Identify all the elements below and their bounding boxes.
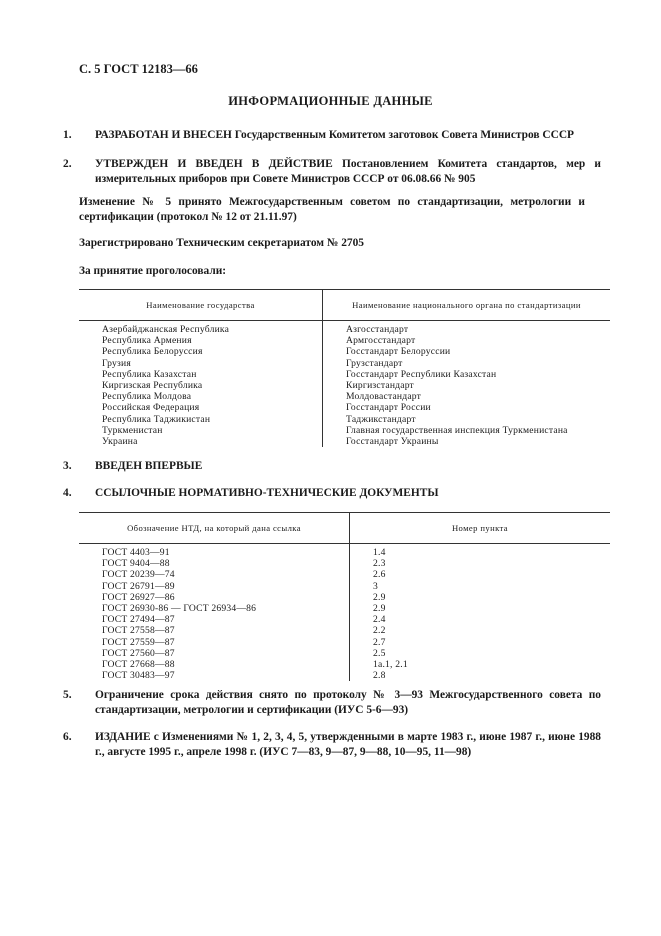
item-1-text: Государственным Комитетом заготовок Совета Министров СССР <box>231 129 574 141</box>
item-5-number: 5. <box>63 689 72 701</box>
ntd-doc: ГОСТ 30483—97 <box>102 670 175 682</box>
ntd-point: 2.6 <box>373 569 386 581</box>
item-3-number: 3. <box>63 460 72 472</box>
ntd-doc: ГОСТ 27558—87 <box>102 625 175 637</box>
body-name: Армгосстандарт <box>346 335 416 347</box>
ntd-doc: ГОСТ 27668—88 <box>102 659 175 671</box>
ntd-point: 1.4 <box>373 547 386 558</box>
ntd-doc: ГОСТ 27560—87 <box>102 647 175 659</box>
item-5 <box>63 688 601 718</box>
state-name: Республика Молдова <box>102 391 192 403</box>
states-column <box>79 324 323 447</box>
ntd-header-doc: Обозначение НТД, на который дана ссылка <box>79 513 350 544</box>
ntd-point: 1а.1, 2.1 <box>373 659 408 671</box>
section-title: ИНФОРМАЦИОННЫЕ ДАННЫЕ <box>228 94 433 108</box>
ntd-header-point: Номер пункта <box>350 513 611 544</box>
item-1-lead: РАЗРАБОТАН И ВНЕСЕН <box>95 129 232 141</box>
item-4-text: ССЫЛОЧНЫЕ НОРМАТИВНО-ТЕХНИЧЕСКИЕ ДОКУМЕНТЫ <box>95 487 439 499</box>
ntd-point: 2.4 <box>373 614 386 626</box>
body-name: Госстандарт Республики Казахстан <box>346 368 497 380</box>
registration-note: Зарегистрировано Техническим секретариатом № 2705 <box>79 237 364 249</box>
ntd-point: 2.3 <box>373 558 386 570</box>
state-name: Республика Казахстан <box>102 368 197 380</box>
state-name: Республика Таджикистан <box>102 413 211 425</box>
state-name: Азербайджанская Республика <box>102 324 230 335</box>
item-2 <box>63 157 601 187</box>
item-2-number: 2. <box>63 158 72 170</box>
ntd-point: 2.9 <box>373 603 386 615</box>
ntd-doc: ГОСТ 26791—89 <box>102 580 175 592</box>
state-name: Украина <box>102 436 138 448</box>
page-header: С. 5 ГОСТ 12183—66 <box>79 62 198 76</box>
ntd-doc: ГОСТ 9404—88 <box>102 558 170 570</box>
ntd-doc: ГОСТ 20239—74 <box>102 569 175 581</box>
item-3 <box>63 459 601 474</box>
ntd-doc: ГОСТ 26927—86 <box>102 591 175 603</box>
body-name: Госстандарт Белоруссии <box>346 346 451 358</box>
body-name: Госстандарт Украины <box>346 436 439 448</box>
item-6-number: 6. <box>63 731 72 743</box>
ntd-point: 2.8 <box>373 670 386 682</box>
item-4 <box>63 486 601 501</box>
body-name: Молдовастандарт <box>346 391 422 403</box>
ntd-point: 2.2 <box>373 625 386 637</box>
item-1 <box>63 128 601 143</box>
state-name: Республика Армения <box>102 335 192 347</box>
body-name: Госстандарт России <box>346 402 431 414</box>
body-name: Главная государственная инспекция Туркменистана <box>346 424 568 436</box>
ntd-point: 2.7 <box>373 636 386 648</box>
body-name: Азгосстандарт <box>346 324 409 335</box>
state-name: Республика Белоруссия <box>102 346 203 358</box>
ntd-point: 3 <box>373 580 378 592</box>
body-name: Грузстандарт <box>346 357 403 369</box>
state-name: Российская Федерация <box>102 402 200 414</box>
item-3-text: ВВЕДЕН ВПЕРВЫЕ <box>95 460 203 472</box>
item-2-lead: УТВЕРЖДЕН И ВВЕДЕН В ДЕЙСТВИЕ <box>95 158 333 170</box>
voted-heading: За принятие проголосовали: <box>79 265 227 277</box>
state-name: Грузия <box>102 357 131 369</box>
ntd-doc: ГОСТ 27559—87 <box>102 636 175 648</box>
change-5-note: Изменение № 5 принято Межгосударственным советом по стандартизации, метрологии и сертификации (протокол № 12 от 21.11.97) <box>79 196 585 223</box>
ntd-point: 2.5 <box>373 647 386 659</box>
item-2-text: Постановлением Комитета стандартов, мер и измерительных приборов при Совете Министров СССР от 06.08.66 № 905 <box>95 158 601 185</box>
states-header-body: Наименование национального органа по стандартизации <box>323 290 611 321</box>
item-6 <box>63 730 601 760</box>
ntd-point: 2.9 <box>373 591 386 603</box>
ntd-table <box>79 512 610 681</box>
item-6-text: ИЗДАНИЕ с Изменениями № 1, 2, 3, 4, 5, утвержденными в марте 1983 г., июне 1987 г., июне 1988 г., августе 1995 г., апреле 1998 г. (ИУС 7—83, 9—87, 9—88, 10—95, 11—98) <box>95 731 601 758</box>
state-name: Туркменистан <box>102 424 163 436</box>
state-name: Киргизская Республика <box>102 380 203 392</box>
states-table <box>79 289 610 447</box>
ntd-points-column <box>350 547 611 681</box>
item-1-number: 1. <box>63 129 72 141</box>
body-name: Таджикстандарт <box>346 413 416 425</box>
body-name: Киргизстандарт <box>346 380 414 392</box>
item-4-number: 4. <box>63 487 72 499</box>
states-header-state: Наименование государства <box>79 290 323 321</box>
ntd-doc: ГОСТ 26930-86 — ГОСТ 26934—86 <box>102 603 257 615</box>
bodies-column <box>323 324 611 447</box>
item-5-text: Ограничение срока действия снято по протоколу № 3—93 Межгосударственного совета по стандартизации, метрологии и сертификации (ИУС 5-6—93) <box>95 689 601 716</box>
ntd-doc: ГОСТ 4403—91 <box>102 547 170 558</box>
ntd-doc: ГОСТ 27494—87 <box>102 614 175 626</box>
ntd-docs-column <box>79 547 350 681</box>
